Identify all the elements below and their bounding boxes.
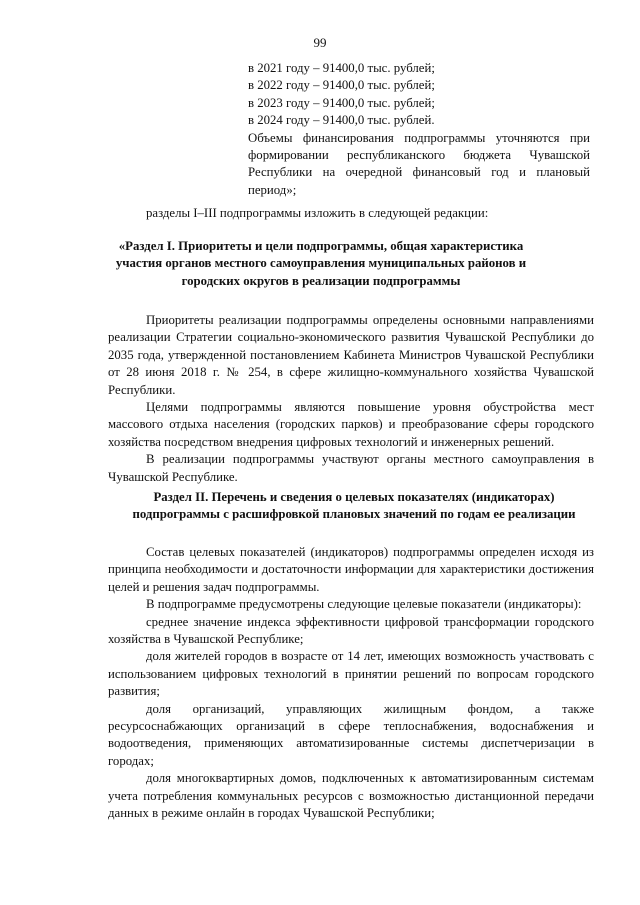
- section-2-body: [108, 544, 594, 823]
- funding-line-2024: в 2024 году – 91400,0 тыс. рублей.: [248, 113, 435, 128]
- section-2-paragraph: В подпрограмме предусмотрены следующие целевые показатели (индикаторы):: [146, 597, 582, 612]
- funding-line-2022: в 2022 году – 91400,0 тыс. рублей;: [248, 78, 435, 93]
- section-1-title: «Раздел I. Приоритеты и цели подпрограммы, общая характеристика участия органов местного самоуправления муниципальных районов и городских округов в реализации подпрограммы: [115, 239, 527, 288]
- intro-text: разделы I–III подпрограммы изложить в следующей редакции:: [146, 206, 489, 220]
- section-2-paragraph: среднее значение индекса эффективности цифровой трансформации городского хозяйства в Чувашской Республике;: [108, 614, 594, 647]
- funding-line-2021: в 2021 году – 91400,0 тыс. рублей;: [248, 61, 435, 75]
- funding-line-2023: в 2023 году – 91400,0 тыс. рублей;: [248, 95, 435, 110]
- funding-note: Объемы финансирования подпрограммы уточняются при формировании республиканского бюджета Чувашской Республики на очередной финансовый год и плановый период»;: [248, 130, 590, 197]
- section-1-paragraph: В реализации подпрограммы участвуют органы местного самоуправления в Чувашской Республике.: [108, 452, 594, 484]
- section-2-paragraph: доля организаций, управляющих жилищным фондом, а также ресурсоснабжающих организаций в сфере теплоснабжения, водоснабжения и водоотведения, применяющих автоматизированные системы диспетчеризации в городах;: [108, 701, 594, 768]
- section-2-title: Раздел II. Перечень и сведения о целевых показателях (индикаторах) подпрограммы с расшифровкой плановых значений по годам ее реализации: [132, 490, 576, 522]
- section-1-paragraph: Приоритеты реализации подпрограммы определены основными направлениями реализации Стратегии социально-экономического развития Чувашской Республики до 2035 года, утвержденной постановлением Кабинета Министров Чувашской Республики от 28 июня 2018 г. № 254, в сфере жилищно-коммунального хозяйства Чувашской Республики.: [108, 313, 594, 397]
- section-1-body: [108, 312, 594, 486]
- section-1-paragraph: Целями подпрограммы являются повышение уровня обустройства мест массового отдыха населения (городских парков) и преобразование сферы городского хозяйства посредством внедрения цифровых технологий и инженерных решений.: [108, 400, 594, 449]
- funding-block: [248, 60, 590, 199]
- section-2-paragraph: доля многоквартирных домов, подключенных к автоматизированным системам учета потребления коммунальных ресурсов с возможностью дистанционной передачи данных в режиме онлайн в городах Чувашской Республики;: [108, 771, 594, 821]
- page-number: 99: [313, 35, 327, 50]
- section-2-paragraph: доля жителей городов в возрасте от 14 лет, имеющих возможность участвовать с использованием цифровых технологий в принятии решений по вопросам городского развития;: [108, 649, 594, 699]
- section-2-paragraph: Состав целевых показателей (индикаторов) подпрограммы определен исходя из принципа необходимости и достаточности информации для характеристики достижения целей и решения задач подпрограммы.: [108, 545, 594, 594]
